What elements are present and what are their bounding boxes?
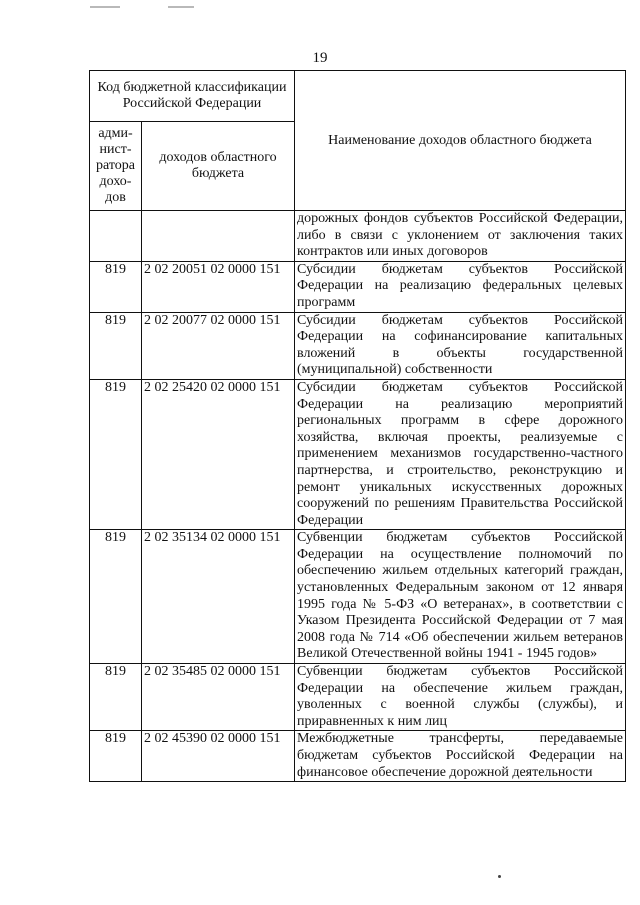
budget-classification-table [89, 70, 626, 782]
header-administrator: адми-нист-ратора дохо-дов [90, 122, 142, 211]
table-row [90, 312, 626, 379]
budget-code-cell: 2 02 35485 02 0000 151 [142, 664, 295, 731]
admin-code-cell: 819 [90, 530, 142, 664]
income-name-cell: Субсидии бюджетам субъектов Российской Федерации на софинансирование капитальных вложений в объекты государственной (муниципальной) собственности [295, 312, 626, 379]
scan-speck [498, 875, 501, 878]
budget-code-cell [142, 211, 295, 262]
header-income-code: доходов областного бюджета [142, 122, 295, 211]
header-budget-code-group: Код бюджетной классификации Российской Федерации [90, 71, 295, 122]
table-row [90, 261, 626, 312]
admin-code-cell: 819 [90, 379, 142, 529]
budget-code-cell: 2 02 45390 02 0000 151 [142, 731, 295, 782]
admin-code-cell: 819 [90, 664, 142, 731]
budget-code-cell: 2 02 20051 02 0000 151 [142, 261, 295, 312]
scan-artifact-left [90, 6, 120, 8]
budget-code-cell: 2 02 20077 02 0000 151 [142, 312, 295, 379]
page-number: 19 [312, 50, 328, 66]
table-row [90, 379, 626, 529]
income-name-cell: Субвенции бюджетам субъектов Российской Федерации на обеспечение жильем граждан, уволенных с военной службы (службы), и приравненных к ним лиц [295, 664, 626, 731]
header-income-name: Наименование доходов областного бюджета [295, 71, 626, 211]
income-name-cell: Субсидии бюджетам субъектов Российской Федерации на реализацию мероприятий региональных программ в сфере дорожного хозяйства, включая проекты, реализуемые с применением механизмов государственно-частного партнерства, и строительство, реконструкцию и ремонт уникальных искусственных дорожных сооружений по решениям Правительства Российской Федерации [295, 379, 626, 529]
income-name-cell: дорожных фондов субъектов Российской Федерации, либо в связи с уклонением от заключения таких контрактов или иных договоров [295, 211, 626, 262]
table-row [90, 664, 626, 731]
admin-code-cell: 819 [90, 731, 142, 782]
budget-code-cell: 2 02 35134 02 0000 151 [142, 530, 295, 664]
admin-code-cell: 819 [90, 261, 142, 312]
scan-artifact-right [168, 6, 194, 8]
header-row-top [90, 71, 626, 122]
income-name-cell: Межбюджетные трансферты, передаваемые бюджетам субъектов Российской Федерации на финансовое обеспечение дорожной деятельности [295, 731, 626, 782]
table-row [90, 211, 626, 262]
income-name-cell: Субсидии бюджетам субъектов Российской Федерации на реализацию федеральных целевых программ [295, 261, 626, 312]
table-row [90, 731, 626, 782]
admin-code-cell: 819 [90, 312, 142, 379]
budget-code-cell: 2 02 25420 02 0000 151 [142, 379, 295, 529]
table-row [90, 530, 626, 664]
income-name-cell: Субвенции бюджетам субъектов Российской Федерации на осуществление полномочий по обеспечению жильем отдельных категорий граждан, установленных Федеральным законом от 12 января 1995 года № 5-ФЗ «О ветеранах», в соответствии с Указом Президента Российской Федерации от 7 мая 2008 года № 714 «Об обеспечении жильем ветеранов Великой Отечественной войны 1941 - 1945 годов» [295, 530, 626, 664]
admin-code-cell [90, 211, 142, 262]
